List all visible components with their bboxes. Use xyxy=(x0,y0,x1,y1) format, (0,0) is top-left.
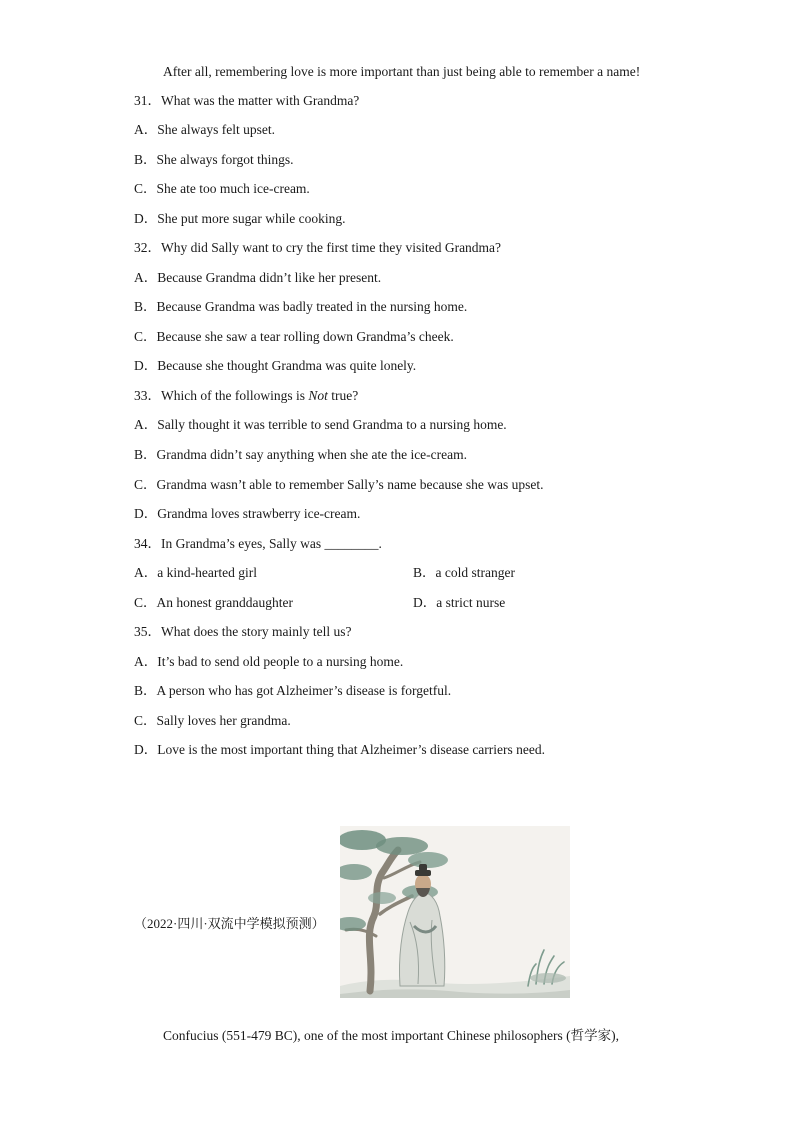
confucius-ink-painting-icon xyxy=(340,826,570,998)
question-32-option-d: D．Because she thought Grandma was quite lonely. xyxy=(134,358,417,373)
question-35-stem: 35．What does the story mainly tell us? xyxy=(134,624,352,639)
question-34-option-d: D．a strict nurse xyxy=(413,595,506,610)
confucius-illustration xyxy=(340,826,570,998)
question-33-stem-emphasis: Not xyxy=(308,388,328,403)
question-31-stem: 31．What was the matter with Grandma? xyxy=(134,93,360,108)
intro-line: After all, remembering love is more important than just being able to remember a name! xyxy=(163,64,641,79)
question-33-option-a: A．Sally thought it was terrible to send Grandma to a nursing home. xyxy=(134,417,507,432)
question-33-stem-prefix: 33．Which of the followings is xyxy=(134,388,309,403)
question-32-option-c: C．Because she saw a tear rolling down Grandma’s cheek. xyxy=(134,329,454,344)
question-33-option-b: B．Grandma didn’t say anything when she ate the ice-cream. xyxy=(134,447,468,462)
question-33-option-d: D．Grandma loves strawberry ice-cream. xyxy=(134,506,361,521)
question-31-option-d: D．She put more sugar while cooking. xyxy=(134,211,346,226)
question-35-option-c: C．Sally loves her grandma. xyxy=(134,713,291,728)
question-32-option-a: A．Because Grandma didn’t like her present. xyxy=(134,270,382,285)
question-31-option-a: A．She always felt upset. xyxy=(134,122,275,137)
question-34-stem: 34．In Grandma’s eyes, Sally was ________. xyxy=(134,536,382,551)
question-33-option-c: C．Grandma wasn’t able to remember Sally’s name because she was upset. xyxy=(134,477,544,492)
question-31-option-c: C．She ate too much ice-cream. xyxy=(134,181,310,196)
question-34-option-b: B．a cold stranger xyxy=(413,565,515,580)
question-33-stem-suffix: true? xyxy=(327,388,359,403)
question-32-stem: 32．Why did Sally want to cry the first time they visited Grandma? xyxy=(134,240,502,255)
passage-line: Confucius (551-479 BC), one of the most important Chinese philosophers (哲学家), xyxy=(163,1028,619,1043)
question-35-option-b: B．A person who has got Alzheimer’s disease is forgetful. xyxy=(134,683,452,698)
question-33-stem xyxy=(134,387,358,405)
question-32-option-b: B．Because Grandma was badly treated in the nursing home. xyxy=(134,299,468,314)
question-31-option-b: B．She always forgot things. xyxy=(134,152,294,167)
question-34-option-c: C．An honest granddaughter xyxy=(134,595,293,610)
source-label: （2022·四川·双流中学模拟预测） xyxy=(134,916,325,931)
question-35-option-d: D．Love is the most important thing that Alzheimer’s disease carriers need. xyxy=(134,742,546,757)
question-34-option-a: A．a kind-hearted girl xyxy=(134,565,257,580)
question-35-option-a: A．It’s bad to send old people to a nursing home. xyxy=(134,654,404,669)
